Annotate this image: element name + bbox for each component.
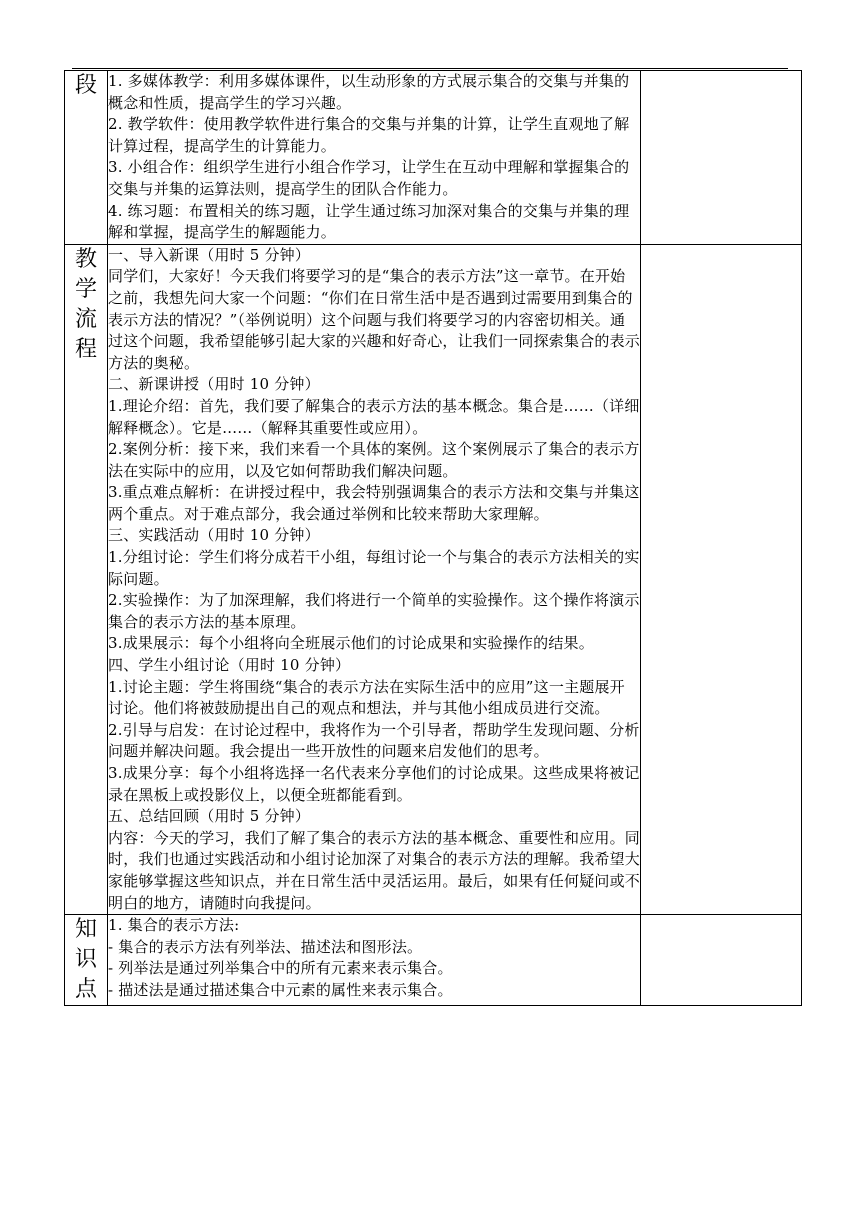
content-paragraph: - 集合的表示方法有列举法、描述法和图形法。 — [108, 937, 423, 956]
content-paragraph: - 列举法是通过列举集合中的所有元素来表示集合。 — [108, 959, 453, 978]
content-paragraph: 五、总结回顾（用时 5 分钟） — [108, 807, 311, 826]
row-label-char: 知 — [74, 917, 97, 943]
content-paragraph: 1. 多媒体教学：利用多媒体课件，以生动形象的方式展示集合的交集与并集的概念和性质，提高学生的学习兴趣。 — [108, 72, 630, 112]
content-paragraph: 2.引导与启发：在讨论过程中，我将作为一个引导者，帮助学生发现问题、分析问题并解决问题。我会提出一些开放性的问题来启发他们的思考。 — [108, 720, 640, 761]
methods-row — [65, 71, 802, 245]
row-content — [108, 244, 641, 914]
row-label-char: 程 — [74, 336, 97, 362]
content-paragraph: 1.讨论主题：学生将围绕“集合的表示方法在实际生活中的应用”这一主题展开讨论。他们将被鼓励提出自己的观点和想法，并与其他小组成员进行交流。 — [108, 677, 625, 718]
content-paragraph: 4. 练习题：布置相关的练习题，让学生通过练习加深对集合的交集与并集的理解和掌握，提高学生的解题能力。 — [108, 201, 630, 242]
content-paragraph: 1.理论介绍：首先，我们要了解集合的表示方法的基本概念。集合是……（详细解释概念）。它是……（解释其重要性或应用）。 — [108, 396, 640, 437]
content-paragraph: 1.分组讨论：学生们将分成若干小组，每组讨论一个与集合的表示方法相关的实际问题。 — [108, 548, 640, 588]
content-paragraph: 2. 教学软件：使用教学软件进行集合的交集与并集的计算，让学生直观地了解计算过程，提高学生的计算能力。 — [108, 115, 630, 155]
row-notes — [641, 915, 802, 1006]
content-paragraph: 3.成果分享：每个小组将选择一名代表来分享他们的讨论成果。这些成果将被记录在黑板上或投影仪上，以便全班都能看到。 — [108, 764, 640, 804]
content-paragraph: 3. 小组合作：组织学生进行小组合作学习，让学生在互动中理解和掌握集合的交集与并集的运算法则，提高学生的团队合作能力。 — [108, 158, 630, 198]
content-paragraph: 内容：今天的学习，我们了解了集合的表示方法的基本概念、重要性和应用。同时，我们也通过实践活动和小组讨论加深了对集合的表示方法的理解。我希望大家能够掌握这些知识点，并在日常生活中灵活运用。最后，如果有任何疑问或不明白的地方，请随时向我提问。 — [108, 828, 641, 912]
row-label-char: 识 — [74, 947, 97, 973]
content-paragraph: 2.案例分析：接下来，我们来看一个具体的案例。这个案例展示了集合的表示方法在实际中的应用，以及它如何帮助我们解决问题。 — [108, 440, 640, 480]
teaching-process-row — [65, 244, 802, 914]
content-paragraph: 1. 集合的表示方法: — [108, 916, 240, 935]
row-label-char: 流 — [74, 306, 97, 332]
row-label — [65, 915, 108, 1006]
row-notes — [641, 244, 802, 914]
knowledge-points-row — [65, 915, 802, 1006]
content-paragraph: - 描述法是通过描述集合中元素的属性来表示集合。 — [108, 980, 453, 999]
row-label-char: 点 — [74, 977, 97, 1003]
content-paragraph: 四、学生小组讨论（用时 10 分钟） — [108, 656, 351, 675]
page-top-rule — [72, 68, 788, 69]
row-label — [65, 71, 108, 245]
row-label — [65, 244, 108, 914]
row-label-char: 教 — [74, 246, 97, 272]
content-paragraph: 3.成果展示：每个小组将向全班展示他们的讨论成果和实验操作的结果。 — [108, 634, 594, 653]
row-label-char: 学 — [74, 276, 97, 302]
content-paragraph: 一、导入新课（用时 5 分钟） — [108, 245, 311, 264]
row-notes — [641, 71, 802, 245]
content-paragraph: 3.重点难点解析：在讲授过程中，我会特别强调集合的表示方法和交集与并集这两个重点。对于难点部分，我会通过举例和比较来帮助大家理解。 — [108, 483, 640, 523]
lesson-plan-table — [64, 70, 802, 1006]
row-content — [108, 915, 641, 1006]
content-paragraph: 2.实验操作：为了加深理解，我们将进行一个简单的实验操作。这个操作将演示集合的表示方法的基本原理。 — [108, 591, 640, 631]
content-paragraph: 三、实践活动（用时 10 分钟） — [108, 526, 320, 545]
row-content — [108, 71, 641, 245]
content-paragraph: 同学们，大家好！今天我们将要学习的是“集合的表示方法”这一章节。在开始之前，我想先问大家一个问题：“你们在日常生活中是否遇到过需要用到集合的表示方法的情况？”（举例说明）这个问题与我们将要学习的内容密切相关。通过这个问题，我希望能够引起大家的兴趣和好奇心，让我们一同探索集合的表示方法的奥秘。 — [108, 267, 641, 372]
row-label-char: 段 — [74, 73, 97, 98]
content-paragraph: 二、新课讲授（用时 10 分钟） — [108, 375, 320, 394]
